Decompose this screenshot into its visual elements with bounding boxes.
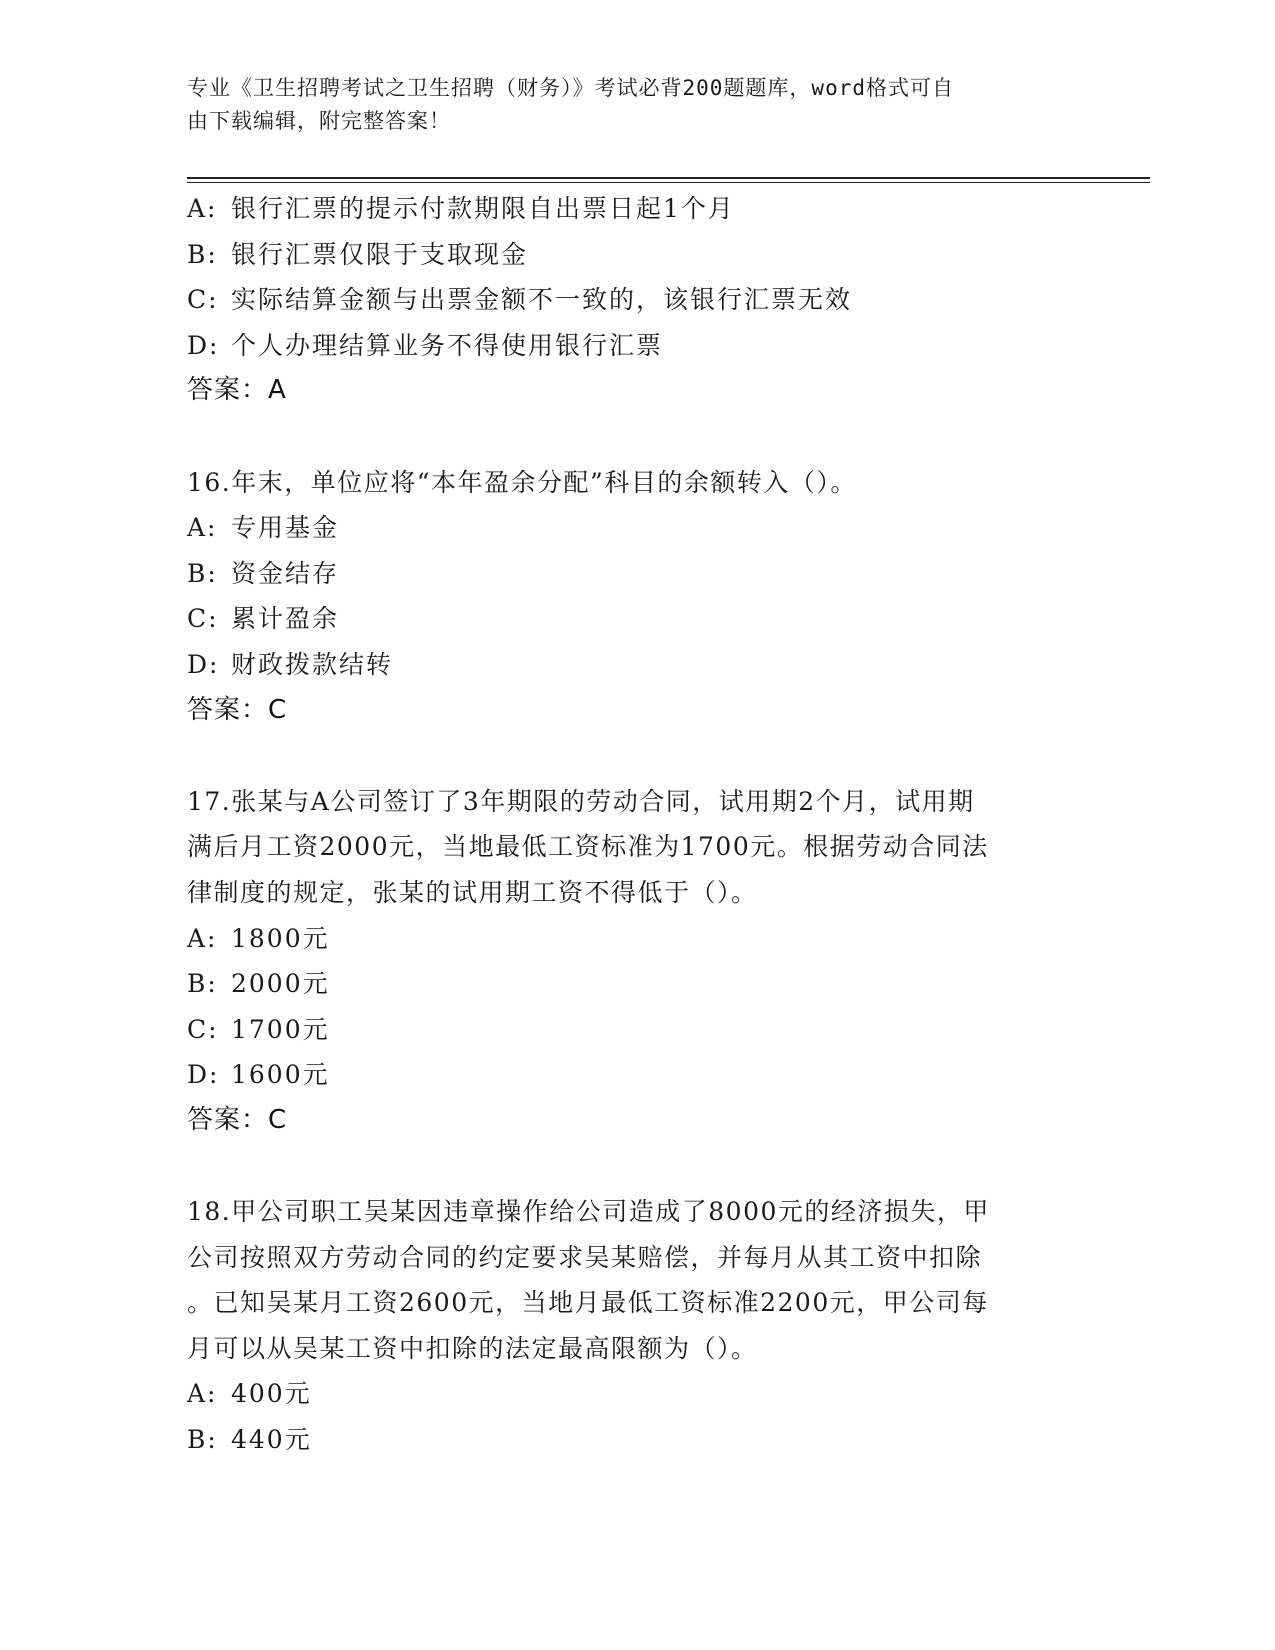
option-b bbox=[187, 961, 1077, 1007]
header-line-2: 由下载编辑，附完整答案！ bbox=[187, 109, 451, 133]
question-16 bbox=[187, 460, 1077, 734]
option-text: 累计盈余 bbox=[231, 604, 340, 634]
option-label: B: bbox=[187, 558, 218, 588]
option-text: 440元 bbox=[231, 1425, 312, 1455]
option-c bbox=[187, 596, 1077, 642]
option-text: 专用基金 bbox=[231, 513, 340, 543]
question-17 bbox=[187, 779, 1077, 1144]
spacer bbox=[187, 1143, 1077, 1189]
option-label: C: bbox=[187, 285, 219, 315]
header-line-1: 专业《卫生招聘考试之卫生招聘（财务）》考试必背200题题库，word格式可自 bbox=[187, 76, 954, 100]
question-18 bbox=[187, 1189, 1077, 1463]
question-stem: 18.甲公司职工吴某因违章操作给公司造成了8000元的经济损失，甲 bbox=[187, 1197, 990, 1227]
spacer bbox=[187, 414, 1077, 460]
option-a bbox=[187, 505, 1077, 551]
option-label: B: bbox=[187, 239, 218, 269]
option-d bbox=[187, 323, 1077, 369]
option-text: 1600元 bbox=[231, 1060, 330, 1090]
option-label: D: bbox=[187, 330, 220, 360]
option-label: A: bbox=[187, 1379, 218, 1409]
question-stem: 16.年末，单位应将“本年盈余分配”科目的余额转入（）。 bbox=[187, 467, 857, 497]
option-label: B: bbox=[187, 1425, 218, 1455]
option-b bbox=[187, 1417, 1077, 1463]
question-15 bbox=[187, 186, 1077, 414]
option-a bbox=[187, 1371, 1077, 1417]
option-text: 银行汇票仅限于支取现金 bbox=[231, 239, 529, 269]
option-label: A: bbox=[187, 923, 218, 953]
option-d bbox=[187, 1052, 1077, 1098]
option-c bbox=[187, 1007, 1077, 1053]
option-text: 400元 bbox=[231, 1379, 312, 1409]
question-list bbox=[187, 186, 1077, 1463]
option-label: C: bbox=[187, 604, 219, 634]
option-c bbox=[187, 277, 1077, 323]
question-stem: 月可以从吴某工资中扣除的法定最高限额为（）。 bbox=[187, 1333, 758, 1363]
option-label: D: bbox=[187, 1060, 220, 1090]
option-text: 2000元 bbox=[231, 969, 330, 999]
answer-line: 答案：A bbox=[187, 375, 287, 406]
question-stem: 公司按照双方劳动合同的约定要求吴某赔偿，并每月从其工资中扣除 bbox=[187, 1242, 983, 1272]
document-header bbox=[187, 72, 1067, 138]
header-divider-thin bbox=[187, 182, 1150, 183]
option-text: 1800元 bbox=[231, 923, 330, 953]
option-d bbox=[187, 642, 1077, 688]
option-label: B: bbox=[187, 969, 218, 999]
question-stem: 17.张某与A公司签订了3年期限的劳动合同，试用期2个月，试用期 bbox=[187, 786, 975, 816]
answer-line: 答案：C bbox=[187, 694, 288, 725]
spacer bbox=[187, 733, 1077, 779]
option-label: A: bbox=[187, 513, 218, 543]
question-stem: 。已知吴某月工资2600元，当地月最低工资标准2200元，甲公司每 bbox=[187, 1288, 989, 1318]
question-stem: 律制度的规定，张某的试用期工资不得低于（）。 bbox=[187, 877, 758, 907]
option-text: 1700元 bbox=[231, 1014, 330, 1044]
option-b bbox=[187, 551, 1077, 597]
option-text: 个人办理结算业务不得使用银行汇票 bbox=[231, 330, 664, 360]
answer-line: 答案：C bbox=[187, 1104, 288, 1135]
option-b bbox=[187, 232, 1077, 278]
option-text: 银行汇票的提示付款期限自出票日起1个月 bbox=[231, 194, 735, 223]
option-label: A: bbox=[187, 194, 218, 223]
option-text: 财政拨款结转 bbox=[231, 649, 394, 679]
header-divider-thick bbox=[187, 177, 1150, 179]
option-label: D: bbox=[187, 649, 220, 679]
option-label: C: bbox=[187, 1014, 219, 1044]
option-text: 实际结算金额与出票金额不一致的，该银行汇票无效 bbox=[231, 285, 853, 315]
question-stem: 满后月工资2000元，当地最低工资标准为1700元。根据劳动合同法 bbox=[187, 832, 989, 862]
option-a bbox=[187, 186, 1077, 232]
option-a bbox=[187, 916, 1077, 962]
option-text: 资金结存 bbox=[231, 558, 340, 588]
